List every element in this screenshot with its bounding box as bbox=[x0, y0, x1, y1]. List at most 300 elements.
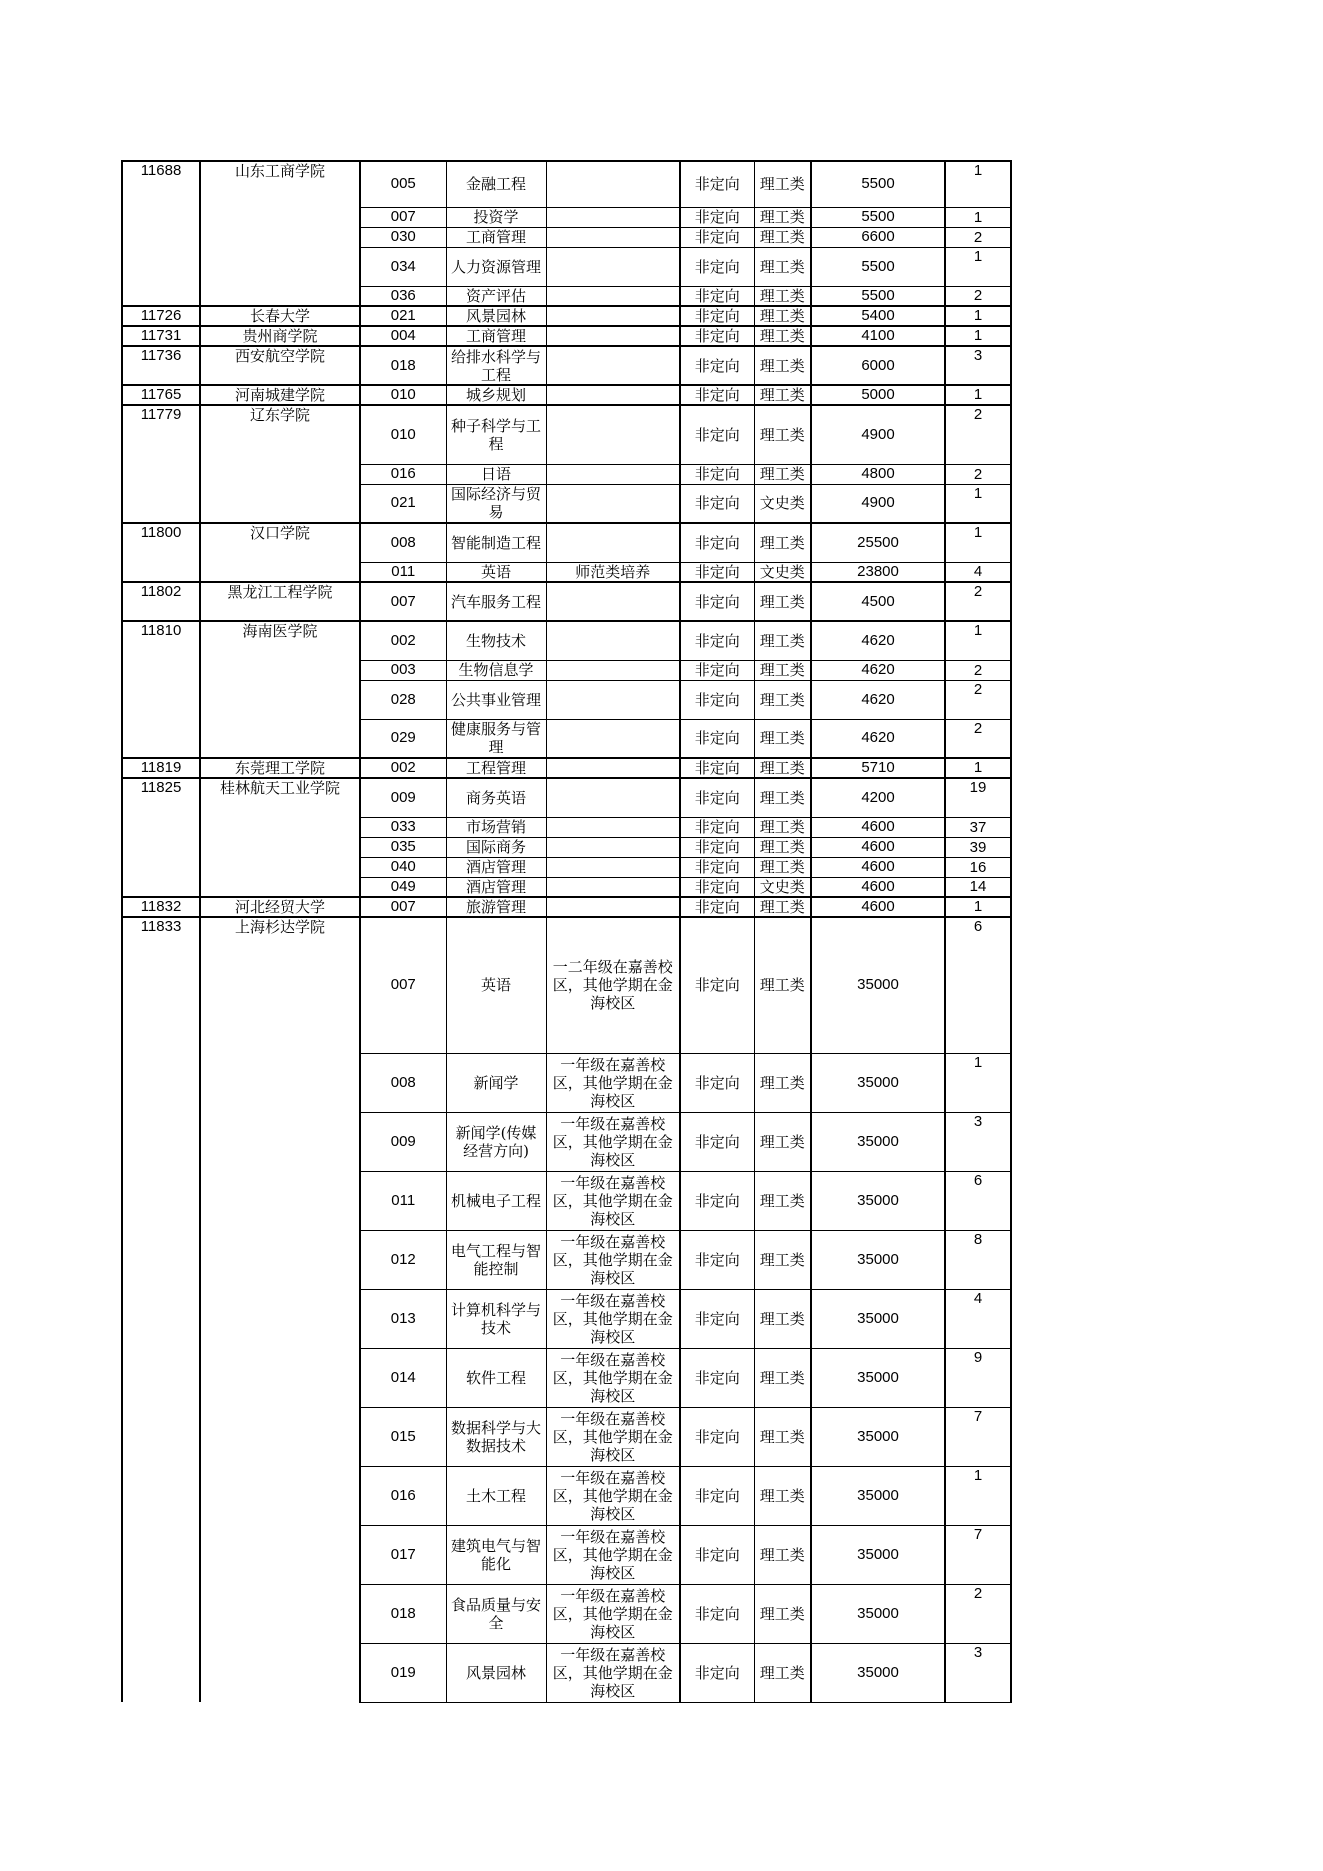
major-code-cell: 007 bbox=[360, 897, 446, 917]
major-code-cell: 007 bbox=[360, 207, 446, 227]
tuition-cell: 4600 bbox=[811, 897, 945, 917]
note-cell bbox=[546, 227, 680, 247]
enrollment-table bbox=[121, 160, 1012, 1703]
school-name-cell: 西安航空学院 bbox=[200, 346, 360, 385]
category-cell: 理工类 bbox=[754, 660, 811, 680]
school-name-cell: 贵州商学院 bbox=[200, 326, 360, 346]
category-cell: 理工类 bbox=[754, 1171, 811, 1230]
note-cell bbox=[546, 286, 680, 306]
school-code-cell: 11833 bbox=[122, 917, 200, 1702]
major-code-cell: 019 bbox=[360, 1643, 446, 1702]
note-cell bbox=[546, 758, 680, 778]
note-cell bbox=[546, 897, 680, 917]
tuition-cell: 4620 bbox=[811, 680, 945, 719]
direction-cell: 非定向 bbox=[680, 897, 754, 917]
quota-cell: 2 bbox=[945, 464, 1011, 484]
major-name-cell: 市场营销 bbox=[446, 817, 546, 837]
major-code-cell: 013 bbox=[360, 1289, 446, 1348]
quota-cell: 1 bbox=[945, 523, 1011, 562]
major-name-cell: 风景园林 bbox=[446, 1643, 546, 1702]
quota-cell: 2 bbox=[945, 227, 1011, 247]
note-cell bbox=[546, 306, 680, 326]
note-cell bbox=[546, 161, 680, 207]
note-cell: 师范类培养 bbox=[546, 562, 680, 582]
note-cell: 一年级在嘉善校区，其他学期在金海校区 bbox=[546, 1053, 680, 1112]
major-code-cell: 011 bbox=[360, 562, 446, 582]
major-code-cell: 008 bbox=[360, 1053, 446, 1112]
category-cell: 理工类 bbox=[754, 523, 811, 562]
note-cell: 一年级在嘉善校区，其他学期在金海校区 bbox=[546, 1525, 680, 1584]
direction-cell: 非定向 bbox=[680, 326, 754, 346]
note-cell bbox=[546, 778, 680, 817]
school-code-cell: 11688 bbox=[122, 161, 200, 306]
direction-cell: 非定向 bbox=[680, 464, 754, 484]
note-cell bbox=[546, 680, 680, 719]
school-code-cell: 11802 bbox=[122, 582, 200, 621]
tuition-cell: 6600 bbox=[811, 227, 945, 247]
note-cell: 一年级在嘉善校区，其他学期在金海校区 bbox=[546, 1407, 680, 1466]
direction-cell: 非定向 bbox=[680, 857, 754, 877]
quota-cell: 3 bbox=[945, 346, 1011, 385]
direction-cell: 非定向 bbox=[680, 1112, 754, 1171]
quota-cell: 1 bbox=[945, 758, 1011, 778]
tuition-cell: 4620 bbox=[811, 719, 945, 758]
quota-cell: 3 bbox=[945, 1112, 1011, 1171]
major-name-cell: 投资学 bbox=[446, 207, 546, 227]
note-cell bbox=[546, 877, 680, 897]
major-name-cell: 商务英语 bbox=[446, 778, 546, 817]
school-code-cell: 11810 bbox=[122, 621, 200, 758]
quota-cell: 16 bbox=[945, 857, 1011, 877]
category-cell: 理工类 bbox=[754, 778, 811, 817]
category-cell: 理工类 bbox=[754, 582, 811, 621]
note-cell bbox=[546, 247, 680, 286]
note-cell bbox=[546, 464, 680, 484]
table-row bbox=[122, 897, 1011, 917]
direction-cell: 非定向 bbox=[680, 1289, 754, 1348]
category-cell: 理工类 bbox=[754, 1348, 811, 1407]
table-row bbox=[122, 758, 1011, 778]
category-cell: 理工类 bbox=[754, 464, 811, 484]
major-name-cell: 日语 bbox=[446, 464, 546, 484]
major-name-cell: 机械电子工程 bbox=[446, 1171, 546, 1230]
tuition-cell: 25500 bbox=[811, 523, 945, 562]
major-code-cell: 016 bbox=[360, 464, 446, 484]
direction-cell: 非定向 bbox=[680, 660, 754, 680]
quota-cell: 1 bbox=[945, 897, 1011, 917]
major-name-cell: 生物技术 bbox=[446, 621, 546, 660]
note-cell bbox=[546, 582, 680, 621]
major-name-cell: 汽车服务工程 bbox=[446, 582, 546, 621]
category-cell: 理工类 bbox=[754, 346, 811, 385]
note-cell: 一年级在嘉善校区，其他学期在金海校区 bbox=[546, 1348, 680, 1407]
major-name-cell: 国际经济与贸易 bbox=[446, 484, 546, 523]
direction-cell: 非定向 bbox=[680, 227, 754, 247]
school-name-cell: 上海杉达学院 bbox=[200, 917, 360, 1702]
tuition-cell: 35000 bbox=[811, 1643, 945, 1702]
major-code-cell: 016 bbox=[360, 1466, 446, 1525]
quota-cell: 19 bbox=[945, 778, 1011, 817]
note-cell bbox=[546, 346, 680, 385]
tuition-cell: 6000 bbox=[811, 346, 945, 385]
quota-cell: 4 bbox=[945, 562, 1011, 582]
major-code-cell: 009 bbox=[360, 1112, 446, 1171]
major-name-cell: 酒店管理 bbox=[446, 877, 546, 897]
direction-cell: 非定向 bbox=[680, 286, 754, 306]
major-name-cell: 工程管理 bbox=[446, 758, 546, 778]
tuition-cell: 4800 bbox=[811, 464, 945, 484]
school-name-cell: 桂林航天工业学院 bbox=[200, 778, 360, 897]
category-cell: 理工类 bbox=[754, 405, 811, 464]
category-cell: 理工类 bbox=[754, 897, 811, 917]
school-code-cell: 11825 bbox=[122, 778, 200, 897]
direction-cell: 非定向 bbox=[680, 621, 754, 660]
direction-cell: 非定向 bbox=[680, 837, 754, 857]
category-cell: 理工类 bbox=[754, 1230, 811, 1289]
quota-cell: 2 bbox=[945, 680, 1011, 719]
major-name-cell: 新闻学(传媒经营方向) bbox=[446, 1112, 546, 1171]
tuition-cell: 4620 bbox=[811, 621, 945, 660]
major-name-cell: 酒店管理 bbox=[446, 857, 546, 877]
major-name-cell: 风景园林 bbox=[446, 306, 546, 326]
note-cell bbox=[546, 484, 680, 523]
major-code-cell: 002 bbox=[360, 758, 446, 778]
note-cell bbox=[546, 621, 680, 660]
major-code-cell: 012 bbox=[360, 1230, 446, 1289]
category-cell: 理工类 bbox=[754, 306, 811, 326]
quota-cell: 1 bbox=[945, 621, 1011, 660]
tuition-cell: 35000 bbox=[811, 1112, 945, 1171]
school-name-cell: 东莞理工学院 bbox=[200, 758, 360, 778]
tuition-cell: 35000 bbox=[811, 1466, 945, 1525]
school-name-cell: 河北经贸大学 bbox=[200, 897, 360, 917]
note-cell: 一年级在嘉善校区，其他学期在金海校区 bbox=[546, 1230, 680, 1289]
direction-cell: 非定向 bbox=[680, 680, 754, 719]
tuition-cell: 35000 bbox=[811, 1053, 945, 1112]
school-name-cell: 黑龙江工程学院 bbox=[200, 582, 360, 621]
quota-cell: 6 bbox=[945, 1171, 1011, 1230]
major-code-cell: 049 bbox=[360, 877, 446, 897]
note-cell: 一年级在嘉善校区，其他学期在金海校区 bbox=[546, 1466, 680, 1525]
major-code-cell: 007 bbox=[360, 582, 446, 621]
tuition-cell: 5500 bbox=[811, 247, 945, 286]
major-code-cell: 004 bbox=[360, 326, 446, 346]
category-cell: 理工类 bbox=[754, 1289, 811, 1348]
tuition-cell: 4900 bbox=[811, 405, 945, 464]
table-body bbox=[122, 161, 1011, 1702]
table-row bbox=[122, 306, 1011, 326]
direction-cell: 非定向 bbox=[680, 562, 754, 582]
category-cell: 理工类 bbox=[754, 1525, 811, 1584]
category-cell: 理工类 bbox=[754, 227, 811, 247]
major-name-cell: 资产评估 bbox=[446, 286, 546, 306]
school-code-cell: 11800 bbox=[122, 523, 200, 582]
major-code-cell: 010 bbox=[360, 385, 446, 405]
quota-cell: 1 bbox=[945, 306, 1011, 326]
school-name-cell: 海南医学院 bbox=[200, 621, 360, 758]
direction-cell: 非定向 bbox=[680, 1053, 754, 1112]
tuition-cell: 35000 bbox=[811, 1348, 945, 1407]
tuition-cell: 4600 bbox=[811, 817, 945, 837]
major-name-cell: 食品质量与安全 bbox=[446, 1584, 546, 1643]
major-code-cell: 021 bbox=[360, 484, 446, 523]
school-name-cell: 长春大学 bbox=[200, 306, 360, 326]
direction-cell: 非定向 bbox=[680, 385, 754, 405]
major-code-cell: 034 bbox=[360, 247, 446, 286]
tuition-cell: 4620 bbox=[811, 660, 945, 680]
major-name-cell: 旅游管理 bbox=[446, 897, 546, 917]
note-cell: 一二年级在嘉善校区，其他学期在金海校区 bbox=[546, 917, 680, 1053]
category-cell: 理工类 bbox=[754, 161, 811, 207]
major-code-cell: 014 bbox=[360, 1348, 446, 1407]
quota-cell: 6 bbox=[945, 917, 1011, 1053]
category-cell: 理工类 bbox=[754, 680, 811, 719]
major-name-cell: 国际商务 bbox=[446, 837, 546, 857]
tuition-cell: 5500 bbox=[811, 286, 945, 306]
note-cell bbox=[546, 207, 680, 227]
quota-cell: 2 bbox=[945, 660, 1011, 680]
major-code-cell: 005 bbox=[360, 161, 446, 207]
major-name-cell: 给排水科学与工程 bbox=[446, 346, 546, 385]
school-code-cell: 11726 bbox=[122, 306, 200, 326]
note-cell: 一年级在嘉善校区，其他学期在金海校区 bbox=[546, 1584, 680, 1643]
tuition-cell: 4600 bbox=[811, 857, 945, 877]
table-row bbox=[122, 326, 1011, 346]
school-name-cell: 山东工商学院 bbox=[200, 161, 360, 306]
direction-cell: 非定向 bbox=[680, 778, 754, 817]
major-name-cell: 新闻学 bbox=[446, 1053, 546, 1112]
direction-cell: 非定向 bbox=[680, 247, 754, 286]
major-code-cell: 029 bbox=[360, 719, 446, 758]
major-code-cell: 021 bbox=[360, 306, 446, 326]
note-cell bbox=[546, 817, 680, 837]
direction-cell: 非定向 bbox=[680, 1466, 754, 1525]
note-cell bbox=[546, 385, 680, 405]
tuition-cell: 35000 bbox=[811, 1584, 945, 1643]
quota-cell: 1 bbox=[945, 1053, 1011, 1112]
table-row bbox=[122, 405, 1011, 464]
major-code-cell: 018 bbox=[360, 1584, 446, 1643]
category-cell: 理工类 bbox=[754, 1407, 811, 1466]
major-name-cell: 工商管理 bbox=[446, 227, 546, 247]
quota-cell: 2 bbox=[945, 405, 1011, 464]
note-cell bbox=[546, 523, 680, 562]
tuition-cell: 35000 bbox=[811, 917, 945, 1053]
direction-cell: 非定向 bbox=[680, 207, 754, 227]
quota-cell: 2 bbox=[945, 286, 1011, 306]
quota-cell: 7 bbox=[945, 1525, 1011, 1584]
direction-cell: 非定向 bbox=[680, 917, 754, 1053]
tuition-cell: 5400 bbox=[811, 306, 945, 326]
table-row bbox=[122, 346, 1011, 385]
school-name-cell: 汉口学院 bbox=[200, 523, 360, 582]
direction-cell: 非定向 bbox=[680, 405, 754, 464]
direction-cell: 非定向 bbox=[680, 1230, 754, 1289]
major-code-cell: 036 bbox=[360, 286, 446, 306]
table-row bbox=[122, 621, 1011, 660]
major-name-cell: 金融工程 bbox=[446, 161, 546, 207]
major-name-cell: 英语 bbox=[446, 917, 546, 1053]
major-code-cell: 035 bbox=[360, 837, 446, 857]
major-code-cell: 009 bbox=[360, 778, 446, 817]
tuition-cell: 35000 bbox=[811, 1407, 945, 1466]
note-cell bbox=[546, 719, 680, 758]
quota-cell: 1 bbox=[945, 247, 1011, 286]
tuition-cell: 5500 bbox=[811, 161, 945, 207]
tuition-cell: 5000 bbox=[811, 385, 945, 405]
direction-cell: 非定向 bbox=[680, 817, 754, 837]
school-code-cell: 11779 bbox=[122, 405, 200, 523]
table-row bbox=[122, 778, 1011, 817]
table-row bbox=[122, 582, 1011, 621]
quota-cell: 9 bbox=[945, 1348, 1011, 1407]
tuition-cell: 4600 bbox=[811, 877, 945, 897]
major-name-cell: 生物信息学 bbox=[446, 660, 546, 680]
direction-cell: 非定向 bbox=[680, 719, 754, 758]
quota-cell: 37 bbox=[945, 817, 1011, 837]
tuition-cell: 4900 bbox=[811, 484, 945, 523]
category-cell: 理工类 bbox=[754, 286, 811, 306]
category-cell: 理工类 bbox=[754, 1053, 811, 1112]
category-cell: 理工类 bbox=[754, 1112, 811, 1171]
major-name-cell: 数据科学与大数据技术 bbox=[446, 1407, 546, 1466]
tuition-cell: 4200 bbox=[811, 778, 945, 817]
quota-cell: 3 bbox=[945, 1643, 1011, 1702]
tuition-cell: 35000 bbox=[811, 1289, 945, 1348]
quota-cell: 1 bbox=[945, 326, 1011, 346]
major-code-cell: 033 bbox=[360, 817, 446, 837]
tuition-cell: 4500 bbox=[811, 582, 945, 621]
note-cell: 一年级在嘉善校区，其他学期在金海校区 bbox=[546, 1112, 680, 1171]
tuition-cell: 5710 bbox=[811, 758, 945, 778]
category-cell: 理工类 bbox=[754, 719, 811, 758]
tuition-cell: 4100 bbox=[811, 326, 945, 346]
school-code-cell: 11736 bbox=[122, 346, 200, 385]
quota-cell: 1 bbox=[945, 1466, 1011, 1525]
category-cell: 理工类 bbox=[754, 621, 811, 660]
major-code-cell: 010 bbox=[360, 405, 446, 464]
category-cell: 理工类 bbox=[754, 1466, 811, 1525]
quota-cell: 1 bbox=[945, 161, 1011, 207]
direction-cell: 非定向 bbox=[680, 306, 754, 326]
direction-cell: 非定向 bbox=[680, 1348, 754, 1407]
major-name-cell: 计算机科学与技术 bbox=[446, 1289, 546, 1348]
quota-cell: 2 bbox=[945, 719, 1011, 758]
tuition-cell: 5500 bbox=[811, 207, 945, 227]
table-row bbox=[122, 523, 1011, 562]
category-cell: 理工类 bbox=[754, 1584, 811, 1643]
major-name-cell: 建筑电气与智能化 bbox=[446, 1525, 546, 1584]
major-code-cell: 007 bbox=[360, 917, 446, 1053]
major-name-cell: 城乡规划 bbox=[446, 385, 546, 405]
major-code-cell: 011 bbox=[360, 1171, 446, 1230]
school-code-cell: 11765 bbox=[122, 385, 200, 405]
quota-cell: 1 bbox=[945, 207, 1011, 227]
major-name-cell: 智能制造工程 bbox=[446, 523, 546, 562]
tuition-cell: 35000 bbox=[811, 1525, 945, 1584]
quota-cell: 14 bbox=[945, 877, 1011, 897]
major-code-cell: 030 bbox=[360, 227, 446, 247]
school-code-cell: 11819 bbox=[122, 758, 200, 778]
quota-cell: 1 bbox=[945, 385, 1011, 405]
direction-cell: 非定向 bbox=[680, 484, 754, 523]
school-name-cell: 辽东学院 bbox=[200, 405, 360, 523]
major-name-cell: 人力资源管理 bbox=[446, 247, 546, 286]
tuition-cell: 35000 bbox=[811, 1230, 945, 1289]
category-cell: 理工类 bbox=[754, 247, 811, 286]
major-code-cell: 002 bbox=[360, 621, 446, 660]
school-code-cell: 11731 bbox=[122, 326, 200, 346]
major-name-cell: 软件工程 bbox=[446, 1348, 546, 1407]
major-name-cell: 公共事业管理 bbox=[446, 680, 546, 719]
category-cell: 理工类 bbox=[754, 917, 811, 1053]
note-cell bbox=[546, 857, 680, 877]
category-cell: 理工类 bbox=[754, 857, 811, 877]
quota-cell: 2 bbox=[945, 1584, 1011, 1643]
major-code-cell: 015 bbox=[360, 1407, 446, 1466]
quota-cell: 1 bbox=[945, 484, 1011, 523]
note-cell: 一年级在嘉善校区，其他学期在金海校区 bbox=[546, 1289, 680, 1348]
table-row bbox=[122, 161, 1011, 207]
tuition-cell: 4600 bbox=[811, 837, 945, 857]
note-cell: 一年级在嘉善校区，其他学期在金海校区 bbox=[546, 1171, 680, 1230]
direction-cell: 非定向 bbox=[680, 523, 754, 562]
major-name-cell: 健康服务与管理 bbox=[446, 719, 546, 758]
direction-cell: 非定向 bbox=[680, 758, 754, 778]
category-cell: 理工类 bbox=[754, 1643, 811, 1702]
quota-cell: 2 bbox=[945, 582, 1011, 621]
note-cell bbox=[546, 837, 680, 857]
major-code-cell: 003 bbox=[360, 660, 446, 680]
direction-cell: 非定向 bbox=[680, 1407, 754, 1466]
direction-cell: 非定向 bbox=[680, 1643, 754, 1702]
note-cell: 一年级在嘉善校区，其他学期在金海校区 bbox=[546, 1643, 680, 1702]
direction-cell: 非定向 bbox=[680, 877, 754, 897]
direction-cell: 非定向 bbox=[680, 346, 754, 385]
note-cell bbox=[546, 660, 680, 680]
quota-cell: 4 bbox=[945, 1289, 1011, 1348]
major-name-cell: 工商管理 bbox=[446, 326, 546, 346]
school-code-cell: 11832 bbox=[122, 897, 200, 917]
direction-cell: 非定向 bbox=[680, 161, 754, 207]
direction-cell: 非定向 bbox=[680, 582, 754, 621]
category-cell: 文史类 bbox=[754, 484, 811, 523]
direction-cell: 非定向 bbox=[680, 1584, 754, 1643]
major-name-cell: 土木工程 bbox=[446, 1466, 546, 1525]
tuition-cell: 35000 bbox=[811, 1171, 945, 1230]
major-code-cell: 028 bbox=[360, 680, 446, 719]
tuition-cell: 23800 bbox=[811, 562, 945, 582]
category-cell: 理工类 bbox=[754, 326, 811, 346]
major-name-cell: 电气工程与智能控制 bbox=[446, 1230, 546, 1289]
major-name-cell: 种子科学与工程 bbox=[446, 405, 546, 464]
direction-cell: 非定向 bbox=[680, 1525, 754, 1584]
major-code-cell: 008 bbox=[360, 523, 446, 562]
note-cell bbox=[546, 405, 680, 464]
quota-cell: 7 bbox=[945, 1407, 1011, 1466]
category-cell: 理工类 bbox=[754, 207, 811, 227]
major-name-cell: 英语 bbox=[446, 562, 546, 582]
category-cell: 理工类 bbox=[754, 817, 811, 837]
category-cell: 文史类 bbox=[754, 562, 811, 582]
note-cell bbox=[546, 326, 680, 346]
category-cell: 理工类 bbox=[754, 385, 811, 405]
quota-cell: 39 bbox=[945, 837, 1011, 857]
table-row bbox=[122, 385, 1011, 405]
category-cell: 文史类 bbox=[754, 877, 811, 897]
category-cell: 理工类 bbox=[754, 837, 811, 857]
major-code-cell: 017 bbox=[360, 1525, 446, 1584]
